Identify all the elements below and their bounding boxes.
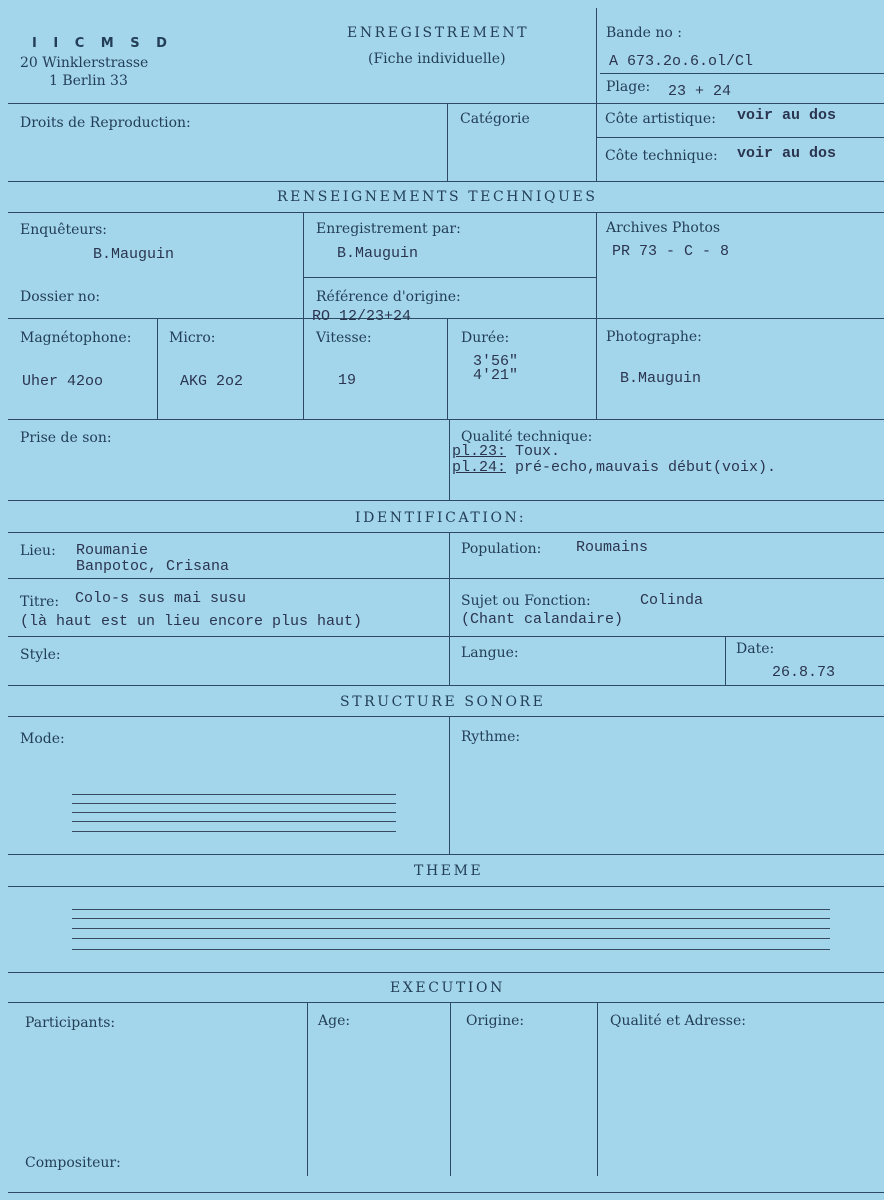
vitesse-label: Vitesse:: [316, 330, 372, 346]
rule: [8, 181, 884, 182]
divider: [449, 716, 450, 854]
rule: [8, 1002, 884, 1003]
archives-label: Archives Photos: [606, 220, 721, 236]
rule: [8, 103, 884, 104]
langue-label: Langue:: [461, 645, 519, 661]
rule: [8, 532, 884, 533]
photographe-label: Photographe:: [606, 329, 702, 345]
divider: [596, 8, 597, 181]
origine-label: Origine:: [466, 1013, 525, 1029]
cote-artistique-label: Côte artistique:: [605, 111, 716, 127]
plage-value: 23 + 24: [668, 83, 732, 100]
staff-line: [72, 794, 396, 795]
staff-line: [72, 949, 830, 950]
divider: [450, 1002, 451, 1176]
qualite-key-2: pl.24:: [452, 459, 507, 476]
rule: [8, 716, 884, 717]
reference-value: RO 12/23+24: [312, 308, 412, 325]
enqueteurs-label: Enquêteurs:: [20, 222, 108, 238]
photographe-value: B.Mauguin: [620, 370, 702, 387]
micro-label: Micro:: [169, 330, 216, 346]
rule: [8, 500, 884, 501]
magnetophone-label: Magnétophone:: [20, 330, 132, 346]
card-title: ENREGISTREMENT: [347, 25, 530, 41]
rule: [8, 212, 884, 213]
date-value: 26.8.73: [772, 664, 836, 681]
divider: [597, 1002, 598, 1176]
rule: [303, 277, 596, 278]
section-execution: EXECUTION: [390, 980, 505, 996]
section-technical: RENSEIGNEMENTS TECHNIQUES: [277, 189, 598, 205]
droits-label: Droits de Reproduction:: [20, 115, 191, 131]
qualite-line-2: [452, 460, 776, 476]
categorie-label: Catégorie: [460, 111, 530, 127]
rule: [8, 636, 884, 637]
divider: [157, 318, 158, 419]
sujet-value-2: (Chant calandaire): [461, 611, 624, 628]
rule: [8, 318, 884, 319]
rule: [8, 685, 884, 686]
divider: [449, 419, 450, 500]
bande-value: A 673.2o.6.ol/Cl: [609, 53, 754, 70]
population-value: Roumains: [576, 539, 649, 556]
rule: [8, 854, 884, 855]
prise-de-son-label: Prise de son:: [20, 430, 112, 446]
cote-technique-label: Côte technique:: [605, 148, 718, 164]
qualite-line-1: [452, 444, 560, 460]
enqueteurs-value: B.Mauguin: [93, 246, 175, 263]
duree-value-2: 4'21": [473, 367, 519, 384]
titre-value-1: Colo-s sus mai susu: [75, 590, 247, 607]
section-theme: THEME: [414, 863, 484, 879]
duree-value-1: 3'56": [473, 353, 519, 370]
duree-label: Durée:: [461, 330, 510, 346]
lieu-label: Lieu:: [20, 543, 56, 559]
lieu-value-2: Banpotoc, Crisana: [76, 558, 230, 575]
population-label: Population:: [461, 541, 542, 557]
plage-label: Plage:: [606, 79, 651, 95]
qualite-value-2: pré-echo,mauvais début(voix).: [506, 459, 777, 476]
rythme-label: Rythme:: [461, 729, 521, 745]
cote-artistique-value: voir au dos: [737, 107, 837, 124]
qualite-technique-label: Qualité technique:: [461, 429, 593, 445]
rule: [8, 578, 884, 579]
micro-value: AKG 2o2: [180, 373, 244, 390]
divider: [725, 636, 726, 685]
vitesse-value: 19: [338, 372, 357, 389]
archives-value: PR 73 - C - 8: [612, 243, 730, 260]
institute-name: I I C M S D: [32, 36, 173, 51]
age-label: Age:: [318, 1013, 351, 1029]
staff-line: [72, 803, 396, 804]
reference-label: Référence d'origine:: [316, 289, 461, 305]
compositeur-label: Compositeur:: [25, 1155, 121, 1171]
staff-line: [72, 831, 396, 832]
rule: [8, 419, 884, 420]
date-label: Date:: [736, 641, 775, 657]
titre-label: Titre:: [20, 594, 60, 610]
rule: [8, 886, 884, 887]
qualite-key-1: pl.23:: [452, 443, 507, 460]
enregistrement-par-value: B.Mauguin: [337, 245, 419, 262]
divider: [596, 212, 597, 419]
cote-technique-value: voir au dos: [737, 145, 837, 162]
sujet-label: Sujet ou Fonction:: [461, 593, 591, 609]
qualite-value-1: Toux.: [506, 443, 561, 460]
participants-label: Participants:: [25, 1015, 116, 1031]
divider: [307, 1002, 308, 1176]
dossier-label: Dossier no:: [20, 289, 101, 305]
qualite-adresse-label: Qualité et Adresse:: [610, 1013, 746, 1029]
section-identification: IDENTIFICATION:: [355, 510, 527, 526]
staff-line: [72, 938, 830, 939]
divider: [449, 532, 450, 685]
bande-underline: [600, 73, 884, 74]
style-label: Style:: [20, 647, 61, 663]
rule: [8, 972, 884, 973]
rule: [8, 1192, 884, 1193]
titre-value-2: (là haut est un lieu encore plus haut): [20, 613, 363, 630]
mode-label: Mode:: [20, 731, 65, 747]
divider: [447, 103, 448, 181]
staff-line: [72, 918, 830, 919]
lieu-value-1: Roumanie: [76, 542, 149, 559]
institute-address-street: 20 Winklerstrasse: [20, 55, 149, 71]
staff-line: [72, 821, 396, 822]
staff-line: [72, 812, 396, 813]
rule: [596, 137, 884, 138]
institute-address-city: 1 Berlin 33: [49, 73, 128, 89]
sujet-value-1: Colinda: [640, 592, 704, 609]
bande-label: Bande no :: [606, 25, 682, 41]
card-subtitle: (Fiche individuelle): [368, 51, 506, 67]
divider: [447, 318, 448, 419]
staff-line: [72, 909, 830, 910]
staff-line: [72, 928, 830, 929]
section-structure: STRUCTURE SONORE: [340, 694, 546, 710]
divider: [303, 212, 304, 419]
magnetophone-value: Uher 42oo: [22, 373, 104, 390]
enregistrement-par-label: Enregistrement par:: [316, 221, 461, 237]
